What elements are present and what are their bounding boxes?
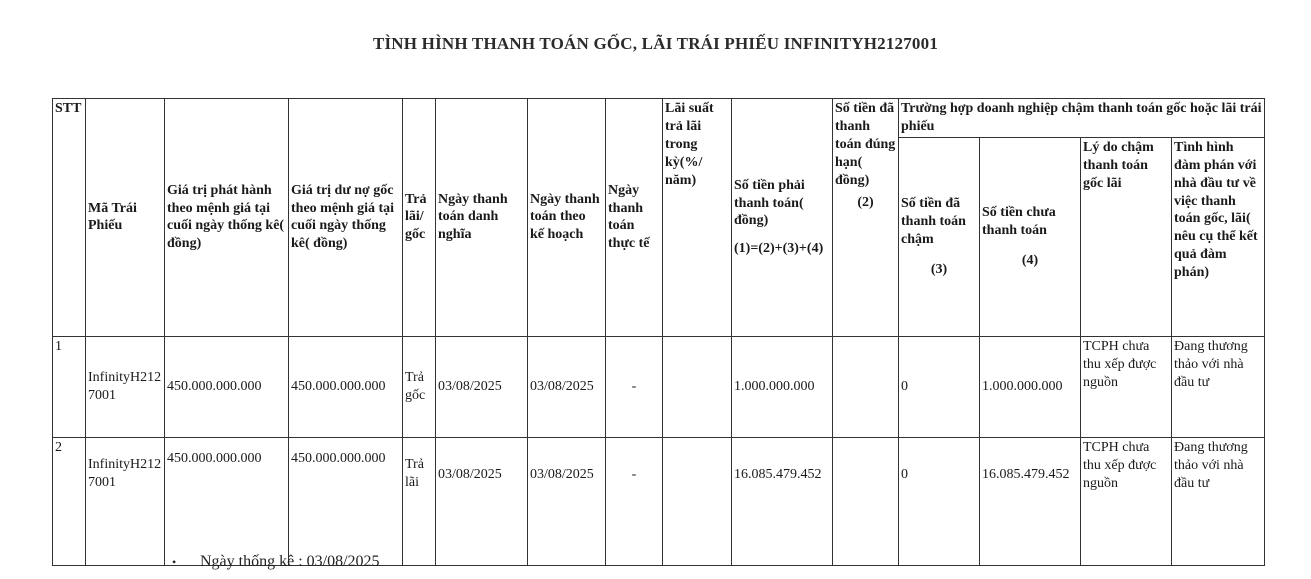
header-tinh-hinh-dam-phan: Tình hình đàm phán với nhà đầu tư về việc thanh toán gốc, lãi( nêu cụ thể kết quả đàm phán): [1172, 137, 1265, 336]
cell-phat-hanh: 450.000.000.000: [165, 336, 289, 437]
cell-phat-hanh: 450.000.000.000: [165, 437, 289, 565]
header-code-4: (4): [1021, 252, 1039, 268]
header-row-1: [53, 99, 1265, 138]
header-formula: (1)=(2)+(3)+(4): [734, 241, 824, 257]
table-row: [53, 336, 1265, 437]
header-ngay-danh-nghia: Ngày thanh toán danh nghĩa: [436, 99, 528, 337]
cell-dung-han: [833, 336, 899, 437]
cell-ma: InfinityH2127001: [86, 437, 165, 565]
cell-stt: 1: [53, 336, 86, 437]
cell-tt-cham: 0: [899, 437, 980, 565]
cell-ngay-thuc-te: -: [606, 336, 663, 437]
cell-phai-thanh-toan: 16.085.479.452: [732, 437, 833, 565]
header-so-tien-dung-han: [833, 99, 899, 337]
header-tt-cham-label: Số tiền đã thanh toán chậm: [901, 196, 966, 247]
header-ngay-ke-hoach: Ngày thanh toán theo kế hoạch: [528, 99, 606, 337]
cell-tra: Trả gốc: [403, 336, 436, 437]
cell-ngay-thuc-te: -: [606, 437, 663, 565]
cell-phai-thanh-toan: 1.000.000.000: [732, 336, 833, 437]
document-title: TÌNH HÌNH THANH TOÁN GỐC, LÃI TRÁI PHIẾU INFINITYH2127001: [372, 34, 939, 53]
cell-tt-cham: 0: [899, 336, 980, 437]
header-stt: STT: [53, 99, 86, 337]
header-group-late-payment: Trường hợp doanh nghiệp chậm thanh toán gốc hoặc lãi trái phiếu: [899, 99, 1265, 138]
header-code-3: (3): [930, 261, 948, 277]
cell-du-no: 450.000.000.000: [289, 437, 403, 565]
cell-tra: Trả lãi: [403, 437, 436, 565]
header-ma-trai-phieu: Mã Trái Phiếu: [86, 99, 165, 337]
header-so-tien-da-thanh-toan-cham: [899, 137, 980, 336]
header-gia-tri-du-no: Giá trị dư nợ gốc theo mệnh giá tại cuối ngày thống kê( đồng): [289, 99, 403, 337]
cell-lai-suat: [663, 437, 732, 565]
cell-chua-tt: 16.085.479.452: [980, 437, 1081, 565]
cell-ly-do: TCPH chưa thu xếp được nguồn: [1081, 437, 1172, 565]
header-so-tien-chua-thanh-toan: [980, 137, 1081, 336]
header-so-tien-phai-thanh-toan: [732, 99, 833, 337]
statistics-date-text: Ngày thống kê : 03/08/2025: [200, 553, 380, 570]
cell-tinh-hinh: Đang thương thảo với nhà đầu tư: [1172, 437, 1265, 565]
statistics-date-note: [172, 553, 380, 571]
cell-ngay-danh-nghia: 03/08/2025: [436, 336, 528, 437]
cell-dung-han: [833, 437, 899, 565]
cell-ly-do: TCPH chưa thu xếp được nguồn: [1081, 336, 1172, 437]
bond-payment-table: [52, 98, 1265, 566]
header-code-2: (2): [857, 194, 874, 210]
header-ngay-thuc-te: Ngày thanh toán thực tế: [606, 99, 663, 337]
cell-tinh-hinh: Đang thương thảo với nhà đầu tư: [1172, 336, 1265, 437]
bullet-icon: •: [172, 555, 177, 569]
cell-ma: InfinityH2127001: [86, 336, 165, 437]
header-ly-do: Lý do chậm thanh toán gốc lãi: [1081, 137, 1172, 336]
cell-du-no: 450.000.000.000: [289, 336, 403, 437]
header-tra-lai-goc: Trả lãi/ gốc: [403, 99, 436, 337]
table-row: [53, 437, 1265, 565]
header-so-tien-phai-thanh-toan-label: Số tiền phải thanh toán( đồng): [734, 177, 805, 229]
cell-ngay-ke-hoach: 03/08/2025: [528, 336, 606, 437]
cell-ngay-ke-hoach: 03/08/2025: [528, 437, 606, 565]
header-chua-tt-label: Số tiền chưa thanh toán: [982, 204, 1056, 238]
cell-chua-tt: 1.000.000.000: [980, 336, 1081, 437]
cell-lai-suat: [663, 336, 732, 437]
header-so-tien-dung-han-label: Số tiền đã thanh toán đúng hạn( đồng): [835, 101, 896, 188]
cell-stt: 2: [53, 437, 86, 565]
header-gia-tri-phat-hanh: Giá trị phát hành theo mệnh giá tại cuối ngày thống kê( đồng): [165, 99, 289, 337]
header-lai-suat: Lãi suất trả lãi trong kỳ(%/ năm): [663, 99, 732, 337]
cell-ngay-danh-nghia: 03/08/2025: [436, 437, 528, 565]
